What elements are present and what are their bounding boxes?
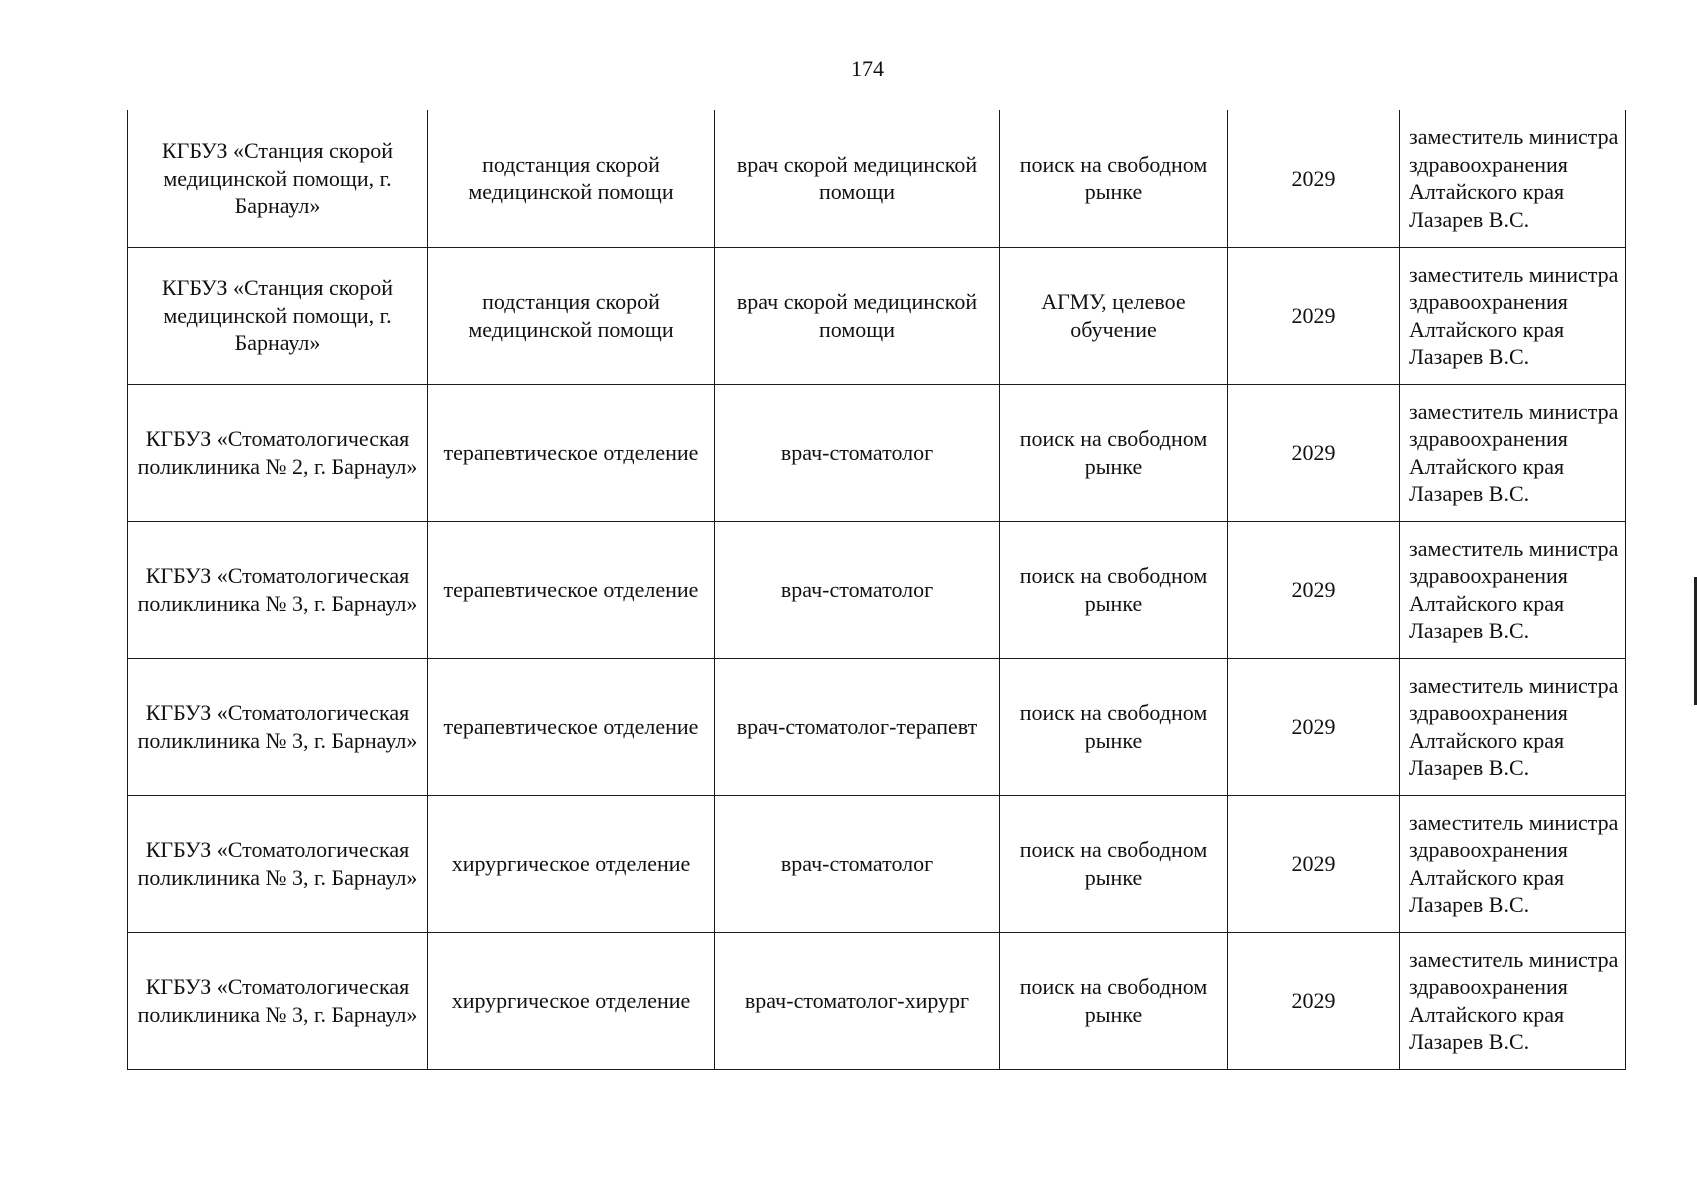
cell-source: поиск на свободном рынке — [1000, 521, 1228, 658]
cell-source: поиск на свободном рынке — [1000, 932, 1228, 1069]
table-row — [128, 658, 1626, 795]
cell-unit: терапевтическое отделение — [428, 658, 715, 795]
cell-responsible: заместитель министра здравоохранения Алтайского края Лазарев В.С. — [1400, 384, 1626, 521]
cell-organization: КГБУЗ «Стоматологическая поликлиника № 3, г. Барнаул» — [128, 932, 428, 1069]
cell-unit: хирургическое отделение — [428, 795, 715, 932]
cell-source: поиск на свободном рынке — [1000, 384, 1228, 521]
cell-responsible: заместитель министра здравоохранения Алтайского края Лазарев В.С. — [1400, 521, 1626, 658]
cell-organization: КГБУЗ «Стоматологическая поликлиника № 3, г. Барнаул» — [128, 795, 428, 932]
cell-unit: подстанция скорой медицинской помощи — [428, 247, 715, 384]
data-table — [127, 110, 1626, 1070]
cell-organization: КГБУЗ «Станция скорой медицинской помощи, г. Барнаул» — [128, 247, 428, 384]
cell-unit: хирургическое отделение — [428, 932, 715, 1069]
page-number: 174 — [851, 56, 884, 81]
table-row — [128, 110, 1626, 247]
cell-responsible: заместитель министра здравоохранения Алтайского края Лазарев В.С. — [1400, 932, 1626, 1069]
cell-organization: КГБУЗ «Станция скорой медицинской помощи, г. Барнаул» — [128, 110, 428, 247]
cell-organization: КГБУЗ «Стоматологическая поликлиника № 3, г. Барнаул» — [128, 658, 428, 795]
cell-responsible: заместитель министра здравоохранения Алтайского края Лазарев В.С. — [1400, 110, 1626, 247]
cell-position: врач-стоматолог-терапевт — [715, 658, 1000, 795]
cell-year: 2029 — [1228, 658, 1400, 795]
cell-position: врач-стоматолог-хирург — [715, 932, 1000, 1069]
cell-position: врач скорой медицинской помощи — [715, 247, 1000, 384]
cell-source: поиск на свободном рынке — [1000, 795, 1228, 932]
cell-responsible: заместитель министра здравоохранения Алтайского края Лазарев В.С. — [1400, 795, 1626, 932]
cell-position: врач-стоматолог — [715, 521, 1000, 658]
cell-source: поиск на свободном рынке — [1000, 110, 1228, 247]
cell-position: врач-стоматолог — [715, 384, 1000, 521]
cell-position: врач-стоматолог — [715, 795, 1000, 932]
cell-responsible: заместитель министра здравоохранения Алтайского края Лазарев В.С. — [1400, 247, 1626, 384]
cell-source: АГМУ, целевое обучение — [1000, 247, 1228, 384]
table-row — [128, 247, 1626, 384]
table-row — [128, 932, 1626, 1069]
cell-year: 2029 — [1228, 795, 1400, 932]
cell-unit: подстанция скорой медицинской помощи — [428, 110, 715, 247]
cell-year: 2029 — [1228, 384, 1400, 521]
table-row — [128, 384, 1626, 521]
cell-position: врач скорой медицинской помощи — [715, 110, 1000, 247]
cell-unit: терапевтическое отделение — [428, 521, 715, 658]
cell-year: 2029 — [1228, 521, 1400, 658]
cell-year: 2029 — [1228, 247, 1400, 384]
cell-organization: КГБУЗ «Стоматологическая поликлиника № 2, г. Барнаул» — [128, 384, 428, 521]
cell-year: 2029 — [1228, 932, 1400, 1069]
cell-unit: терапевтическое отделение — [428, 384, 715, 521]
cell-responsible: заместитель министра здравоохранения Алтайского края Лазарев В.С. — [1400, 658, 1626, 795]
cell-source: поиск на свободном рынке — [1000, 658, 1228, 795]
cell-organization: КГБУЗ «Стоматологическая поликлиника № 3, г. Барнаул» — [128, 521, 428, 658]
cell-year: 2029 — [1228, 110, 1400, 247]
table-row — [128, 795, 1626, 932]
table-row — [128, 521, 1626, 658]
